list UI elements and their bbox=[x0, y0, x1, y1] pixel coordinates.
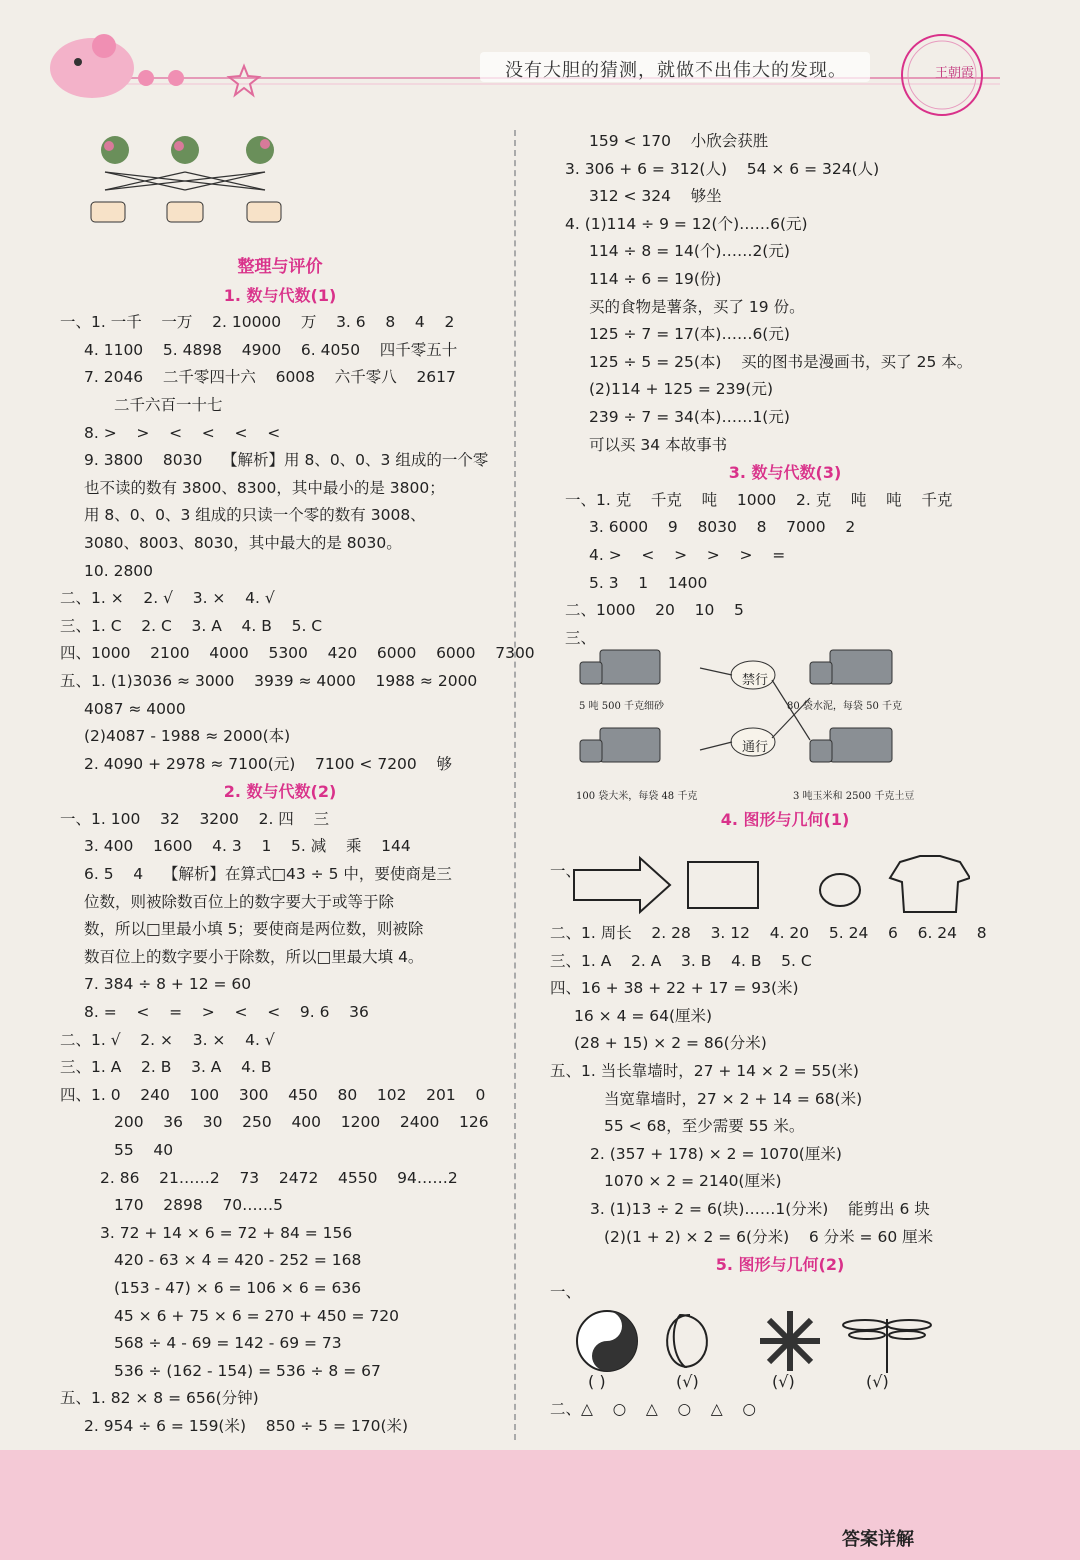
footer-label: 答案详解 bbox=[842, 1529, 914, 1550]
answer-line: 159 < 170 小欣会获胜 bbox=[589, 132, 769, 150]
answer-line: 6. 5 4 【解析】在算式□43 ÷ 5 中，要使商是三 bbox=[84, 865, 452, 884]
answer-line: 5. 图形与几何(2) bbox=[715, 1255, 845, 1275]
answer-line: 三、 bbox=[565, 628, 597, 647]
answer-line: (2)(1 + 2) × 2 = 6(分米) 6 分米 = 60 厘米 bbox=[604, 1227, 934, 1246]
answer-line: 2. 数与代数(2) bbox=[223, 782, 337, 802]
truck-label-1: 5 吨 500 千克细砂 bbox=[579, 701, 664, 712]
answer-line: 4. (1)114 ÷ 9 = 12(个)……6(元) bbox=[565, 214, 808, 233]
answer-line: 二、△ ○ △ ○ △ ○ bbox=[550, 1400, 756, 1418]
answer-line: 568 ÷ 4 - 69 = 142 - 69 = 73 bbox=[114, 1334, 342, 1353]
answer-line: 114 ÷ 6 = 19(份) bbox=[589, 269, 722, 288]
answer-line: 125 ÷ 5 = 25(本) 买的图书是漫画书，买了 25 本。 bbox=[589, 352, 973, 371]
truck-label-3: 100 袋大米，每袋 48 千克 bbox=[576, 791, 698, 802]
dragonfly-icon bbox=[843, 1319, 931, 1373]
answer-line: 4. > < > > > = bbox=[589, 545, 786, 564]
logo-text: 王朝霞 bbox=[935, 66, 975, 81]
matching-figure-flowers-cakes bbox=[85, 132, 305, 232]
answer-line: 45 × 6 + 75 × 6 = 270 + 450 = 720 bbox=[114, 1306, 399, 1325]
answer-line: 4. 图形与几何(1) bbox=[720, 810, 850, 829]
answer-line: 用 8、0、0、3 组成的只读一个零的数有 3008、 bbox=[84, 506, 426, 525]
answer-line: 2. 4090 + 2978 ≈ 7100(元) 7100 < 7200 够 bbox=[84, 754, 452, 773]
answer-line: 170 2898 70……5 bbox=[114, 1196, 284, 1215]
snowflake-icon bbox=[760, 1311, 820, 1371]
left-column bbox=[60, 254, 535, 1441]
answer-line: 一、1. 一千 一万 2. 10000 万 3. 6 8 4 2 bbox=[60, 313, 455, 332]
answer-line: 3. 72 + 14 × 6 = 72 + 84 = 156 bbox=[100, 1223, 353, 1242]
answer-line: 三、1. A 2. A 3. B 4. B 5. C bbox=[550, 951, 812, 970]
answer-line: 312 < 324 够坐 bbox=[589, 187, 722, 206]
answer-line: 7. 2046 二千零四十六 6008 六千零八 2617 bbox=[84, 368, 456, 387]
answer-line: 二、1. 周长 2. 28 3. 12 4. 20 5. 24 6 6. 24 8 bbox=[550, 924, 987, 942]
answer-line: 二千六百一十七 bbox=[114, 395, 223, 414]
right-column bbox=[565, 128, 1005, 652]
answer-line: 三、1. C 2. C 3. A 4. B 5. C bbox=[60, 616, 323, 635]
answer-line: 五、1. 当长靠墙时，27 + 14 × 2 = 55(米) bbox=[550, 1061, 859, 1080]
answer-line: 200 36 30 250 400 1200 2400 126 bbox=[114, 1113, 489, 1132]
answer-line: 2. 954 ÷ 6 = 159(米) 850 ÷ 5 = 170(米) bbox=[84, 1416, 409, 1435]
answer-line: 2. 86 21……2 73 2472 4550 94……2 bbox=[100, 1168, 458, 1187]
star-icon bbox=[229, 66, 259, 95]
answer-line: 114 ÷ 8 = 14(个)……2(元) bbox=[589, 242, 790, 261]
right-column-section5-q2 bbox=[550, 1396, 1010, 1424]
translation-rotation-figure bbox=[570, 850, 970, 920]
symmetry-answer-4: (√) bbox=[866, 1372, 889, 1391]
truck-label-2: 80 袋水泥，每袋 50 千克 bbox=[787, 701, 902, 712]
symmetry-answer-2: (√) bbox=[676, 1372, 699, 1391]
answer-line: 9. 3800 8030 【解析】用 8、0、0、3 组成的一个零 bbox=[84, 451, 489, 470]
answer-line: 1070 × 2 = 2140(厘米) bbox=[604, 1172, 782, 1191]
answer-line: 位数，则被除数百位上的数字要大于或等于除 bbox=[84, 892, 395, 911]
answer-line: 3. (1)13 ÷ 2 = 6(块)……1(分米) 能剪出 6 块 bbox=[590, 1199, 930, 1218]
sign-forbidden-label: 禁行 bbox=[742, 673, 769, 688]
footer-band bbox=[0, 1450, 1080, 1560]
answer-line: 10. 2800 bbox=[84, 561, 154, 580]
answer-line: 买的食物是薯条，买了 19 份。 bbox=[589, 297, 805, 316]
motto-text: 没有大胆的猜测，就做不出伟大的发现。 bbox=[505, 60, 847, 81]
answer-line: 239 ÷ 7 = 34(本)……1(元) bbox=[589, 407, 790, 426]
answer-line: 一、 bbox=[550, 862, 582, 880]
answer-line: 7. 384 ÷ 8 + 12 = 60 bbox=[84, 975, 252, 994]
answer-line: (2)4087 - 1988 ≈ 2000(本) bbox=[84, 727, 291, 746]
answer-line: 3. 400 1600 4. 3 1 5. 减 乘 144 bbox=[84, 837, 411, 856]
answer-line: 8. = < = > < < 9. 6 36 bbox=[84, 1003, 369, 1022]
answer-line: (2)114 + 125 = 239(元) bbox=[589, 380, 773, 399]
symmetry-answer-3: (√) bbox=[772, 1372, 795, 1391]
page-header bbox=[0, 0, 1080, 120]
answer-line: 二、1000 20 10 5 bbox=[565, 601, 744, 620]
answer-line: 420 - 63 × 4 = 420 - 252 = 168 bbox=[114, 1251, 362, 1270]
answer-line: 16 × 4 = 64(厘米) bbox=[574, 1006, 713, 1025]
arrow-shape-icon bbox=[574, 858, 670, 912]
tshirt-shape-icon bbox=[890, 856, 970, 912]
cartoon-fish-icon bbox=[50, 38, 134, 98]
rabbit-shape-icon bbox=[820, 874, 860, 906]
rectangle-shape-icon bbox=[688, 862, 758, 908]
answer-line: 整理与评价 bbox=[237, 257, 323, 277]
answer-line: 三、1. A 2. B 3. A 4. B bbox=[60, 1058, 272, 1077]
answer-line: 55 < 68，至少需要 55 米。 bbox=[604, 1117, 805, 1136]
right-column-section4-rest bbox=[550, 920, 1010, 1306]
answer-line: 四、16 + 38 + 22 + 17 = 93(米) bbox=[550, 979, 799, 998]
answer-line: 2. (357 + 178) × 2 = 1070(厘米) bbox=[590, 1144, 842, 1163]
answer-line: 55 40 bbox=[114, 1141, 174, 1159]
answer-line: 3. 数与代数(3) bbox=[728, 463, 842, 483]
answer-line: 二、1. √ 2. × 3. × 4. √ bbox=[60, 1030, 275, 1049]
butterfly-icon bbox=[674, 1315, 707, 1367]
answer-line: 4087 ≈ 4000 bbox=[84, 699, 186, 718]
symmetry-answer-1: ( ) bbox=[588, 1372, 606, 1391]
answer-line: 也不读的数有 3800、8300，其中最小的是 3800； bbox=[84, 478, 445, 497]
answer-line: 125 ÷ 7 = 17(本)……6(元) bbox=[589, 325, 790, 344]
answer-line: (153 - 47) × 6 = 106 × 6 = 636 bbox=[114, 1278, 362, 1297]
answer-line: 5. 3 1 1400 bbox=[589, 573, 708, 592]
answer-line: 3. 306 + 6 = 312(人) 54 × 6 = 324(人) bbox=[565, 159, 880, 178]
answer-line: 536 ÷ (162 - 154) = 536 ÷ 8 = 67 bbox=[114, 1361, 381, 1380]
answer-line: 可以买 34 本故事书 bbox=[589, 435, 728, 454]
answer-line: 4. 1100 5. 4898 4900 6. 4050 四千零五十 bbox=[84, 340, 458, 359]
answer-line: 二、1. × 2. √ 3. × 4. √ bbox=[60, 589, 275, 608]
answer-line: 一、 bbox=[550, 1282, 582, 1301]
answer-line: 数，所以□里最小填 5；要使商是两位数，则被除 bbox=[84, 920, 424, 939]
column-divider bbox=[514, 130, 516, 1440]
answer-line: 3. 6000 9 8030 8 7000 2 bbox=[589, 518, 856, 537]
right-column-section4 bbox=[565, 806, 1005, 834]
answer-line: 四、1000 2100 4000 5300 420 6000 6000 7300 bbox=[60, 644, 535, 663]
answer-line: 1. 数与代数(1) bbox=[223, 285, 337, 305]
answer-line: 一、1. 100 32 3200 2. 四 三 bbox=[60, 809, 330, 828]
sign-pass-label: 通行 bbox=[742, 740, 769, 755]
answer-line: 五、1. (1)3036 ≈ 3000 3939 ≈ 4000 1988 ≈ 2000 bbox=[60, 671, 478, 690]
answer-line: 五、1. 82 × 8 = 656(分钟) bbox=[60, 1389, 259, 1408]
answer-line: (28 + 15) × 2 = 86(分米) bbox=[574, 1034, 767, 1053]
truck-label-4: 3 吨玉米和 2500 千克土豆 bbox=[793, 791, 915, 802]
answer-line: 一、1. 克 千克 吨 1000 2. 克 吨 吨 千克 bbox=[565, 490, 953, 509]
answer-line: 3080、8003、8030，其中最大的是 8030。 bbox=[84, 533, 402, 552]
answer-line: 数百位上的数字要小于除数，所以□里最大填 4。 bbox=[84, 947, 424, 966]
answer-line: 8. > > < < < < bbox=[84, 423, 281, 442]
answer-line: 四、1. 0 240 100 300 450 80 102 201 0 bbox=[60, 1085, 486, 1104]
answer-line: 当宽靠墙时，27 × 2 + 14 = 68(米) bbox=[604, 1089, 863, 1108]
